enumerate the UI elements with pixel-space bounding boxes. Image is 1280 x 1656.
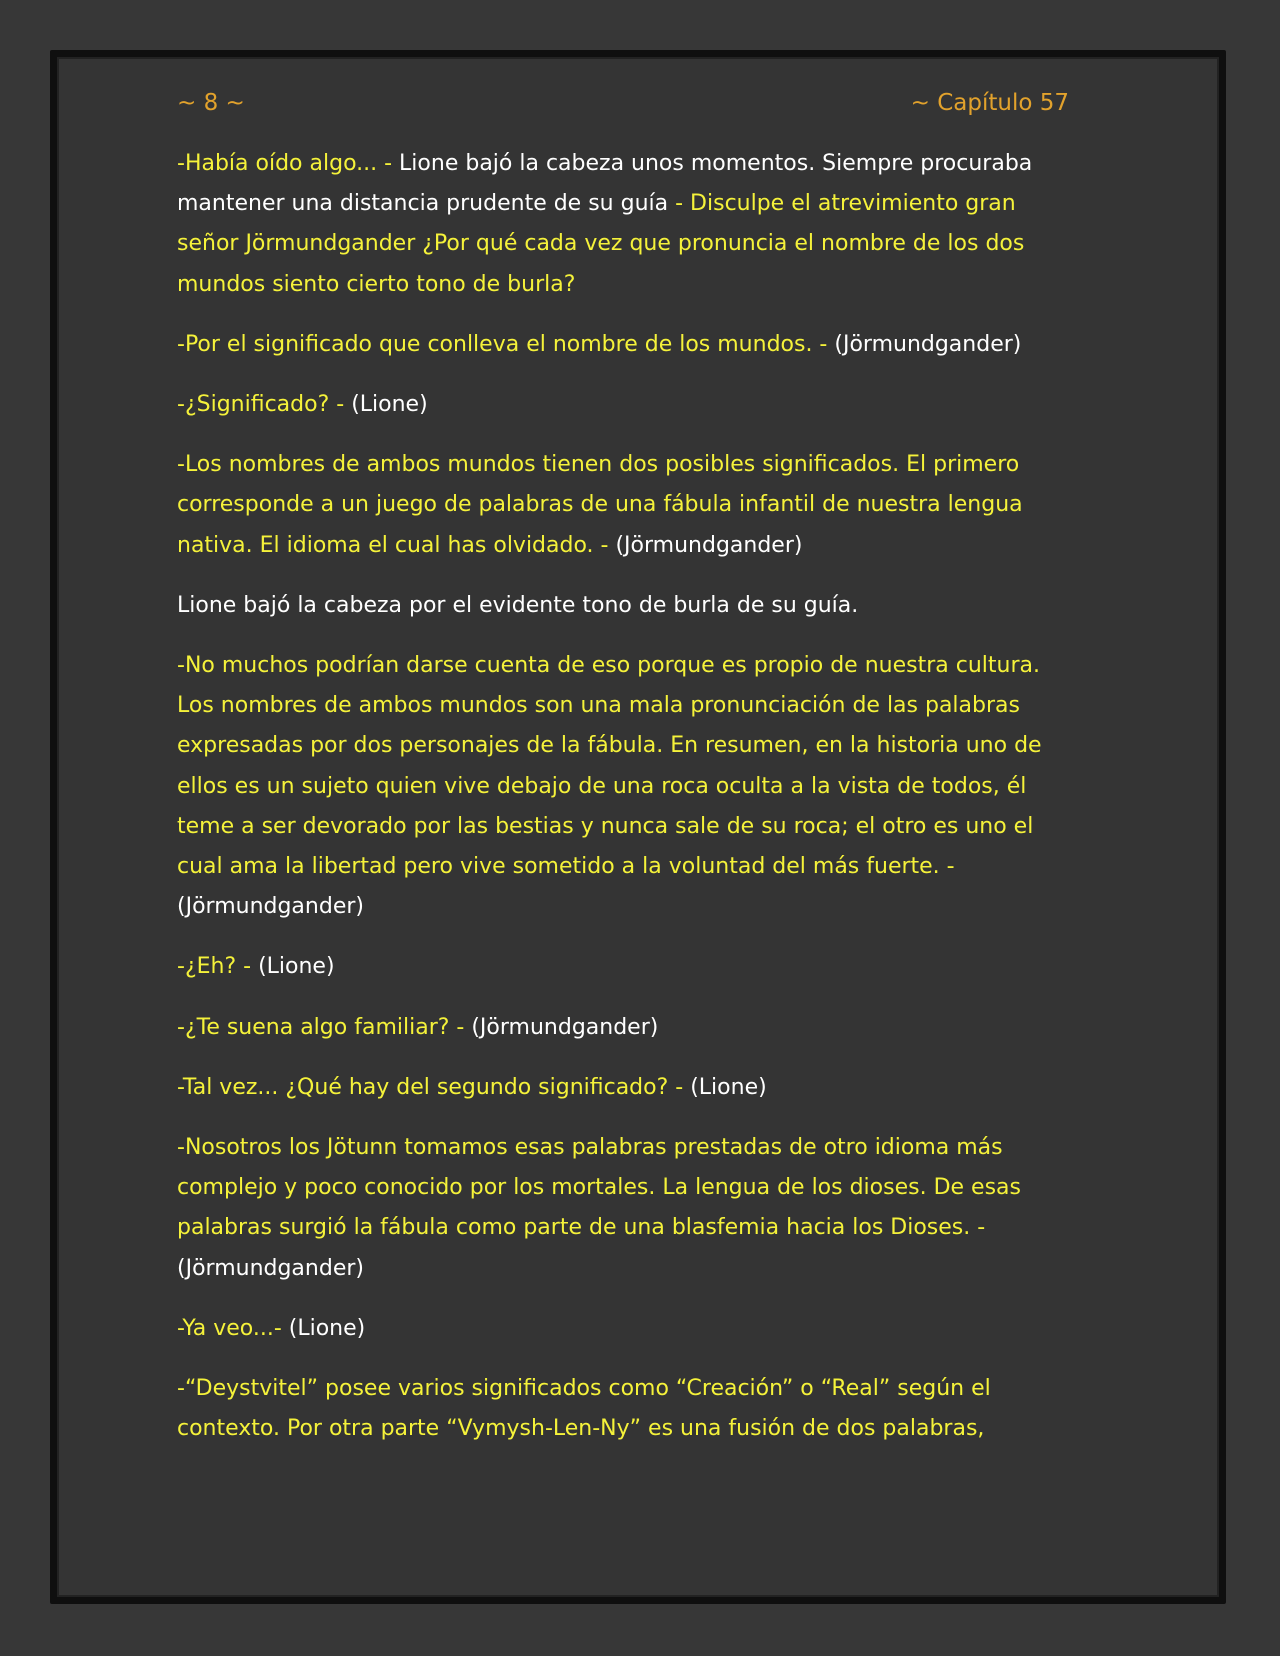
narration-text: Lione bajó la cabeza por el evidente tono de burla de su guía. [177,592,859,618]
narration-text: mantener una distancia prudente de su guía [177,191,669,217]
paragraph [177,144,1079,305]
speaker-tag: (Lione) [351,392,428,418]
dialogue-text: contexto. Por otra parte “Vymysh-Len-Ny” es una fusión de dos palabras, [177,1416,985,1442]
dialogue-text: -¿Eh? - [177,954,259,980]
dialogue-text: señor Jörmundgander ¿Por qué cada vez que pronuncia el nombre de los dos [177,231,1025,257]
dialogue-text: -Había oído algo... - [177,151,400,176]
paragraph [177,947,1079,987]
paragraph [177,385,1079,425]
dialogue-text: -¿Te suena algo familiar? - [177,1014,472,1040]
dialogue-text: -Por el significado que conlleva el nombre de los mundos. - [177,331,835,357]
dialogue-text: -¿Significado? - [177,392,352,418]
paragraph [177,1068,1079,1108]
speaker-tag: (Lione) [690,1074,767,1100]
dialogue-text: mundos siento cierto tono de burla? [177,271,576,297]
book-page [50,50,1226,1604]
dialogue-text: corresponde a un juego de palabras de una fábula infantil de nuestra lengua [177,492,1023,518]
dialogue-text: palabras surgió la fábula como parte de una blasfemia hacia los Dioses. - [177,1215,986,1241]
speaker-tag: (Lione) [258,954,335,980]
speaker-tag: (Jörmundgander) [471,1014,659,1040]
dialogue-text: complejo y poco conocido por los mortales. La lengua de los dioses. De esas [177,1175,1021,1201]
dialogue-text: -“Deystvitel” posee varios significados como “Creación” o “Real” según el [177,1376,991,1402]
speaker-tag: (Jörmundgander) [615,532,803,558]
paragraph [177,586,1079,626]
paragraph [177,1128,1079,1289]
dialogue-text: -Los nombres de ambos mundos tienen dos posibles significados. El primero [177,452,1020,478]
speaker-tag: (Jörmundgander) [177,1255,364,1281]
chapter-title: ~ Capítulo 57 [910,90,1069,116]
dialogue-text: - Disculpe el atrevimiento gran [668,191,1016,217]
dialogue-text: teme a ser devorado por las bestias y nunca sale de su roca; el otro es uno el [177,813,1034,839]
speaker-tag: (Lione) [288,1315,366,1341]
narration-text: Lione bajó la cabeza unos momentos. Siempre procuraba [399,151,1033,176]
dialogue-text: Los nombres de ambos mundos son una mala pronunciación de las palabras [177,693,1020,719]
dialogue-text: ellos es un sujeto quien vive debajo de una roca oculta a la vista de todos, él [177,773,1027,799]
paragraph [177,646,1079,927]
paragraph [177,1309,1079,1349]
page-header [177,83,1069,123]
paragraph [177,1008,1079,1048]
speaker-tag: (Jörmundgander) [177,894,364,920]
paragraph [177,445,1079,566]
page-number: ~ 8 ~ [177,90,245,116]
paragraph [177,325,1079,365]
dialogue-text: -Tal vez... ¿Qué hay del segundo significado? - [177,1074,691,1100]
speaker-tag: (Jörmundgander) [834,331,1022,357]
dialogue-text: -No muchos podrían darse cuenta de eso porque es propio de nuestra cultura. [177,653,1040,679]
dialogue-text: -Nosotros los Jötunn tomamos esas palabras prestadas de otro idioma más [177,1135,1003,1161]
page-body [177,144,1079,1469]
dialogue-text: nativa. El idioma el cual has olvidado. - [177,532,616,558]
dialogue-text: -Ya veo...- [177,1315,289,1341]
paragraph [177,1369,1079,1449]
dialogue-text: cual ama la libertad pero vive sometido a la voluntad del más fuerte. - [177,854,955,880]
dialogue-text: expresadas por dos personajes de la fábula. En resumen, en la historia uno de [177,733,1042,759]
